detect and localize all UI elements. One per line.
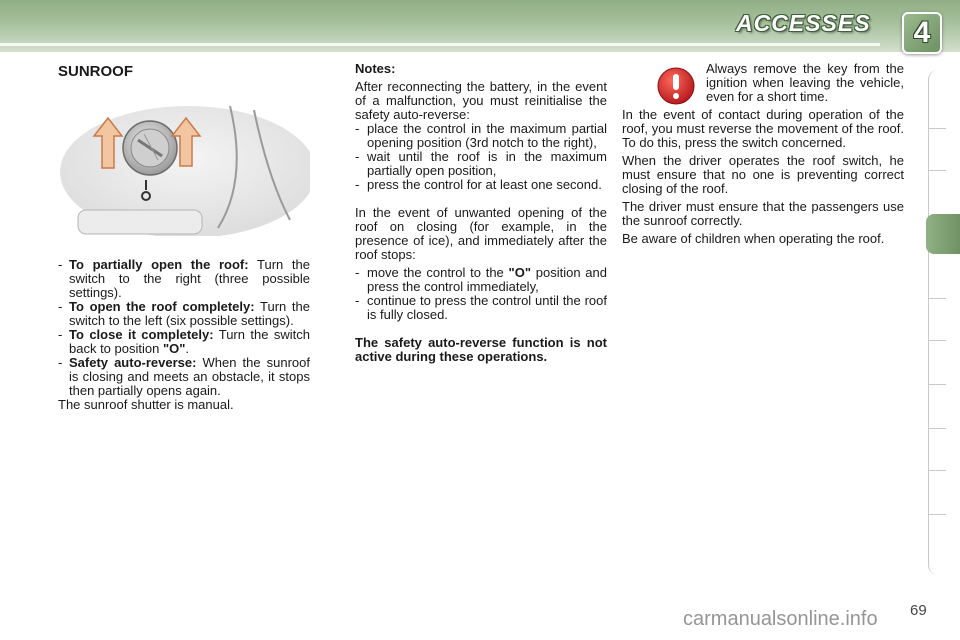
chapter-number: 4 <box>913 16 931 49</box>
step-text: place the control in the maximum partial opening position (3rd notch to the right), <box>367 121 607 150</box>
page-number: 69 <box>910 602 927 619</box>
right-column <box>622 62 904 246</box>
step-text-end: position and press the control immediately, <box>367 265 607 294</box>
step-text: continue to press the control until the roof is fully closed. <box>367 293 607 322</box>
sunroof-switch-drawing <box>58 100 310 236</box>
side-tab-divider <box>928 384 946 385</box>
list-item: - To close it completely: Turn the switch back to position "O". <box>58 327 310 356</box>
exclamation-warning-icon <box>656 66 696 106</box>
item-label: Safety auto-reverse: <box>69 355 197 370</box>
item-label: To close it completely: <box>69 327 214 342</box>
sunroof-switch-illustration <box>58 100 310 236</box>
item-text: Turn the switch to the right (three possible settings). <box>69 257 310 300</box>
right-paragraph: The driver must ensure that the passengers use the sunroof correctly. <box>622 199 904 228</box>
side-tab-divider <box>928 514 946 515</box>
list-item: - place the control in the maximum partial opening position (3rd notch to the right), <box>355 121 607 150</box>
side-tab-divider <box>928 128 946 129</box>
side-tab-divider <box>928 340 946 341</box>
step-text: press the control for at least one second. <box>367 177 602 192</box>
side-tab-divider <box>928 298 946 299</box>
warning-box <box>622 62 904 104</box>
list-item: - Safety auto-reverse: When the sunroof is closing and meets an obstacle, it stops then partially opens again. <box>58 355 310 398</box>
item-text-end: . <box>185 341 190 356</box>
notes-title: Notes: <box>355 61 396 76</box>
list-item: - move the control to the "O" position and press the control immediately, <box>355 265 607 294</box>
list-item: - To partially open the roof: Turn the switch to the right (three possible settings). <box>58 257 310 300</box>
side-rail <box>928 70 950 575</box>
list-item: - continue to press the control until the roof is fully closed. <box>355 293 607 322</box>
list-item: - press the control for at least one second. <box>355 177 602 192</box>
notes-intro: After reconnecting the battery, in the event of a malfunction, you must reinitialise the safety auto-reverse: <box>355 79 607 122</box>
key-warning-text: Always remove the key from the ignition when leaving the vehicle, even for a short time. <box>706 61 904 104</box>
chapter-title: ACCESSES <box>736 10 871 36</box>
position-o: "O" <box>508 265 531 280</box>
item-text: Turn the switch back to position <box>69 327 310 356</box>
side-tab-divider <box>928 428 946 429</box>
unwanted-opening-paragraph: In the event of unwanted opening of the roof on closing (for example, in the presence of ice), and immediately after the roof stops: <box>355 205 607 262</box>
right-paragraph: In the event of contact during operation of the roof, you must reverse the movement of the roof. To do this, press the switch concerned. <box>622 107 904 150</box>
left-column <box>58 62 310 412</box>
item-text: When the sunroof is closing and meets an obstacle, it stops then partially opens again. <box>69 355 310 398</box>
right-paragraph: When the driver operates the roof switch, he must ensure that no one is preventing correct closing of the roof. <box>622 153 904 196</box>
unwanted-opening-steps <box>355 266 607 322</box>
step-text: move the control to the <box>367 265 509 280</box>
middle-column <box>355 62 607 364</box>
side-tab-divider <box>928 170 946 171</box>
watermark[interactable]: carmanualsonline.info <box>683 608 878 630</box>
item-label: To partially open the roof: <box>69 257 249 272</box>
section-title: SUNROOF <box>58 63 133 80</box>
side-tab-divider <box>928 470 946 471</box>
sunroof-instructions-list <box>58 258 310 398</box>
right-paragraph: Be aware of children when operating the roof. <box>622 231 885 246</box>
list-item: - To open the roof completely: Turn the switch to the left (six possible settings). <box>58 299 310 328</box>
side-tab-active[interactable] <box>926 214 960 254</box>
step-text: wait until the roof is in the maximum partially open position, <box>367 149 607 178</box>
item-text: Turn the switch to the left (six possible settings). <box>69 299 310 328</box>
chapter-badge <box>902 12 942 54</box>
item-label: To open the roof completely: <box>69 299 255 314</box>
list-item: - wait until the roof is in the maximum partially open position, <box>355 149 607 178</box>
reinitialise-steps <box>355 122 607 192</box>
position-o: "O" <box>162 341 186 356</box>
auto-reverse-warning: The safety auto-reverse function is not active during these operations. <box>355 335 607 364</box>
shutter-note: The sunroof shutter is manual. <box>58 397 234 412</box>
